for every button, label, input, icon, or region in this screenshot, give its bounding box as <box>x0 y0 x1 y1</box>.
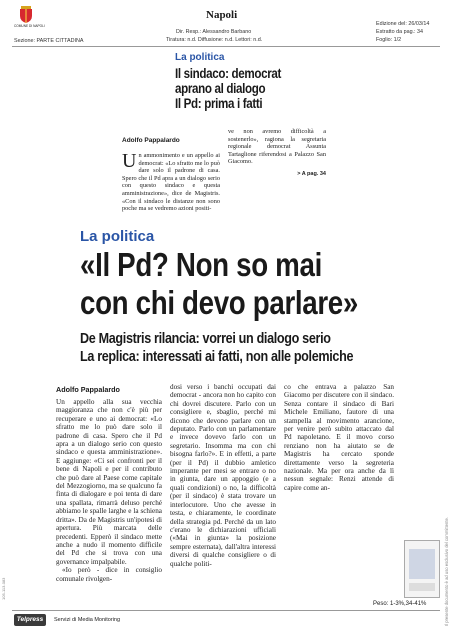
article-text-1: Un appello alla sua vecchia maggioranza che non c'è più per recuperare e uno ai democrat: «Lo sfratto me lo può dare solo il padrone di casa. Spero che il Pd apra a un dialogo serio con questo sindaco e questa amministrazione». E aggiunge: «Ci sei confronti per il bene di Napoli e per il contributo che può dare al Paese come capitale del Mezzogiorno, ma se qualcuno fa finta di dialogare e poi tenta di dare una spallata, rimarrà deluso perché abbiamo le spalle larghe e la schiena dritta». Da de Magistris un'ipotesi di apertura. Più marcata delle precedenti. Epperò il sindaco mette anche a nudo il momento difficile del Pd che si trova con una governance impalpabile. <box>56 398 162 566</box>
publication-name: Napoli <box>206 9 238 21</box>
circulation-line: Tiratura: n.d. Diffusione: n.d. Lettori: n.d. <box>166 37 263 43</box>
article-column-2 <box>170 383 276 568</box>
article-column-3 <box>284 383 394 492</box>
article-headline-line: «Il Pd? Non so mai <box>80 246 322 283</box>
teaser-text-1: n ammonimento e un appello ai democrat: «Lo sfratto me lo può dare solo il padrone di casa. Spero che il Pd apra a un dialogo serio con questo sindaco e questa amministrazione», dice de Magistris. «Con il sindaco le distanze non sono poche ma se vedremo azioni positi- <box>122 152 220 213</box>
article-kicker: La politica <box>80 228 155 245</box>
subheadline-line: La replica: interessati ai fatti, non alle polemiche <box>80 348 354 365</box>
teaser-headline-line: Il Pd: prima i fatti <box>175 96 263 111</box>
article-text-2: dosi verso i banchi occupati dai democrat - ancora non ho capito con chi dovrei discutere. Parlo con un consigliere e, sbaglio, perché mi dicono che devono parlare con un deputato. Parlo con un parlamentare e invece dovevo farlo con un segretario. Insomma ma con chi bisogna farlo?». E in effetti, a parte (per il Pd) il dubbio amletico imperante per mesi se entrare o no in giunta, dare un appoggio (e a quali condizioni) o no, la difficoltà (per il sindaco) è stata trovare un interlocutore. Uno che avesse in testa, e chiaramente, le coordinate della strategia pd. Perché da un lato c'erano le dichiarazioni ufficiali («Mai in giunta» la posizione sempre esternata), dall'altra interessi diversi di qualche consigliere o di qualche politi- <box>170 383 276 568</box>
dropcap-letter: U <box>122 150 137 172</box>
weight-label: Peso: 1-3%,34-41% <box>373 601 427 607</box>
teaser-kicker: La politica <box>175 52 225 63</box>
left-code: 105-113-083 <box>1 577 6 600</box>
article-headline-line: con chi devo parlare» <box>80 284 358 321</box>
section-label: Sezione: PARTE CITTADINA <box>14 38 84 44</box>
article-text-1-end: «Io però - dice in consiglio comunale rivolgen- <box>56 566 162 583</box>
page-thumbnail <box>404 540 440 598</box>
teaser-headline <box>175 66 326 111</box>
service-label: Servizi di Media Monitoring <box>54 617 121 623</box>
article-byline: Adolfo Pappalardo <box>56 385 120 394</box>
coat-of-arms-icon <box>19 6 33 23</box>
director-line: Dir. Resp.: Alessandro Barbano <box>176 29 252 35</box>
teaser-column-1 <box>122 152 220 213</box>
extract-page: Estratto da pag.: 34 <box>376 29 424 35</box>
subheadline-line: De Magistris rilancia: vorrei un dialogo serio <box>80 330 331 347</box>
masthead-crest <box>14 6 45 28</box>
article-column-1 <box>56 398 162 583</box>
thumbnail-highlight <box>409 549 435 579</box>
teaser-page-ref[interactable]: > A pag. 34 <box>297 170 326 177</box>
disclaimer-vertical: Il presente documento è ad uso esclusivo del committente. <box>444 517 449 626</box>
teaser-text-2: ve non avremo difficoltà a sostenerlo», ragiona la segretaria regionale democrat Assunta Tartaglione riferendosi a Palazzo San Giacomo. <box>228 128 326 166</box>
crest-caption: COMUNE DI NAPOLI <box>14 24 45 28</box>
footer-divider <box>12 610 440 611</box>
thumbnail-block <box>409 583 435 591</box>
article-subheadline <box>80 330 408 366</box>
sheet-number: Foglio: 1/2 <box>376 37 402 43</box>
teaser-headline-line: Il sindaco: democrat <box>175 66 282 81</box>
article-headline <box>80 246 433 322</box>
teaser-byline: Adolfo Pappalardo <box>122 137 180 144</box>
edition-date: Edizione del: 26/03/14 <box>376 21 430 27</box>
telpress-logo <box>14 614 46 626</box>
telpress-brand: Telpress <box>16 616 44 623</box>
teaser-headline-line: aprano al dialogo <box>175 81 266 96</box>
teaser-column-2 <box>228 128 326 179</box>
article-text-3: co che entrava a palazzo San Giacomo per discutere con il sindaco. Senza contare il sindaco di Bari Michele Emiliano, fautore di una stampella al movimento arancione, per venire però subito attaccato dal Pd napoletano. E il movo corso renziano non ha aiutato se de Magistris ha cercato sponde direttamente verso la segreteria nazionale. Ma per ora anche da lì nessun segnale: Renzi attende di capire come an- <box>284 383 394 492</box>
header-divider <box>12 46 440 47</box>
